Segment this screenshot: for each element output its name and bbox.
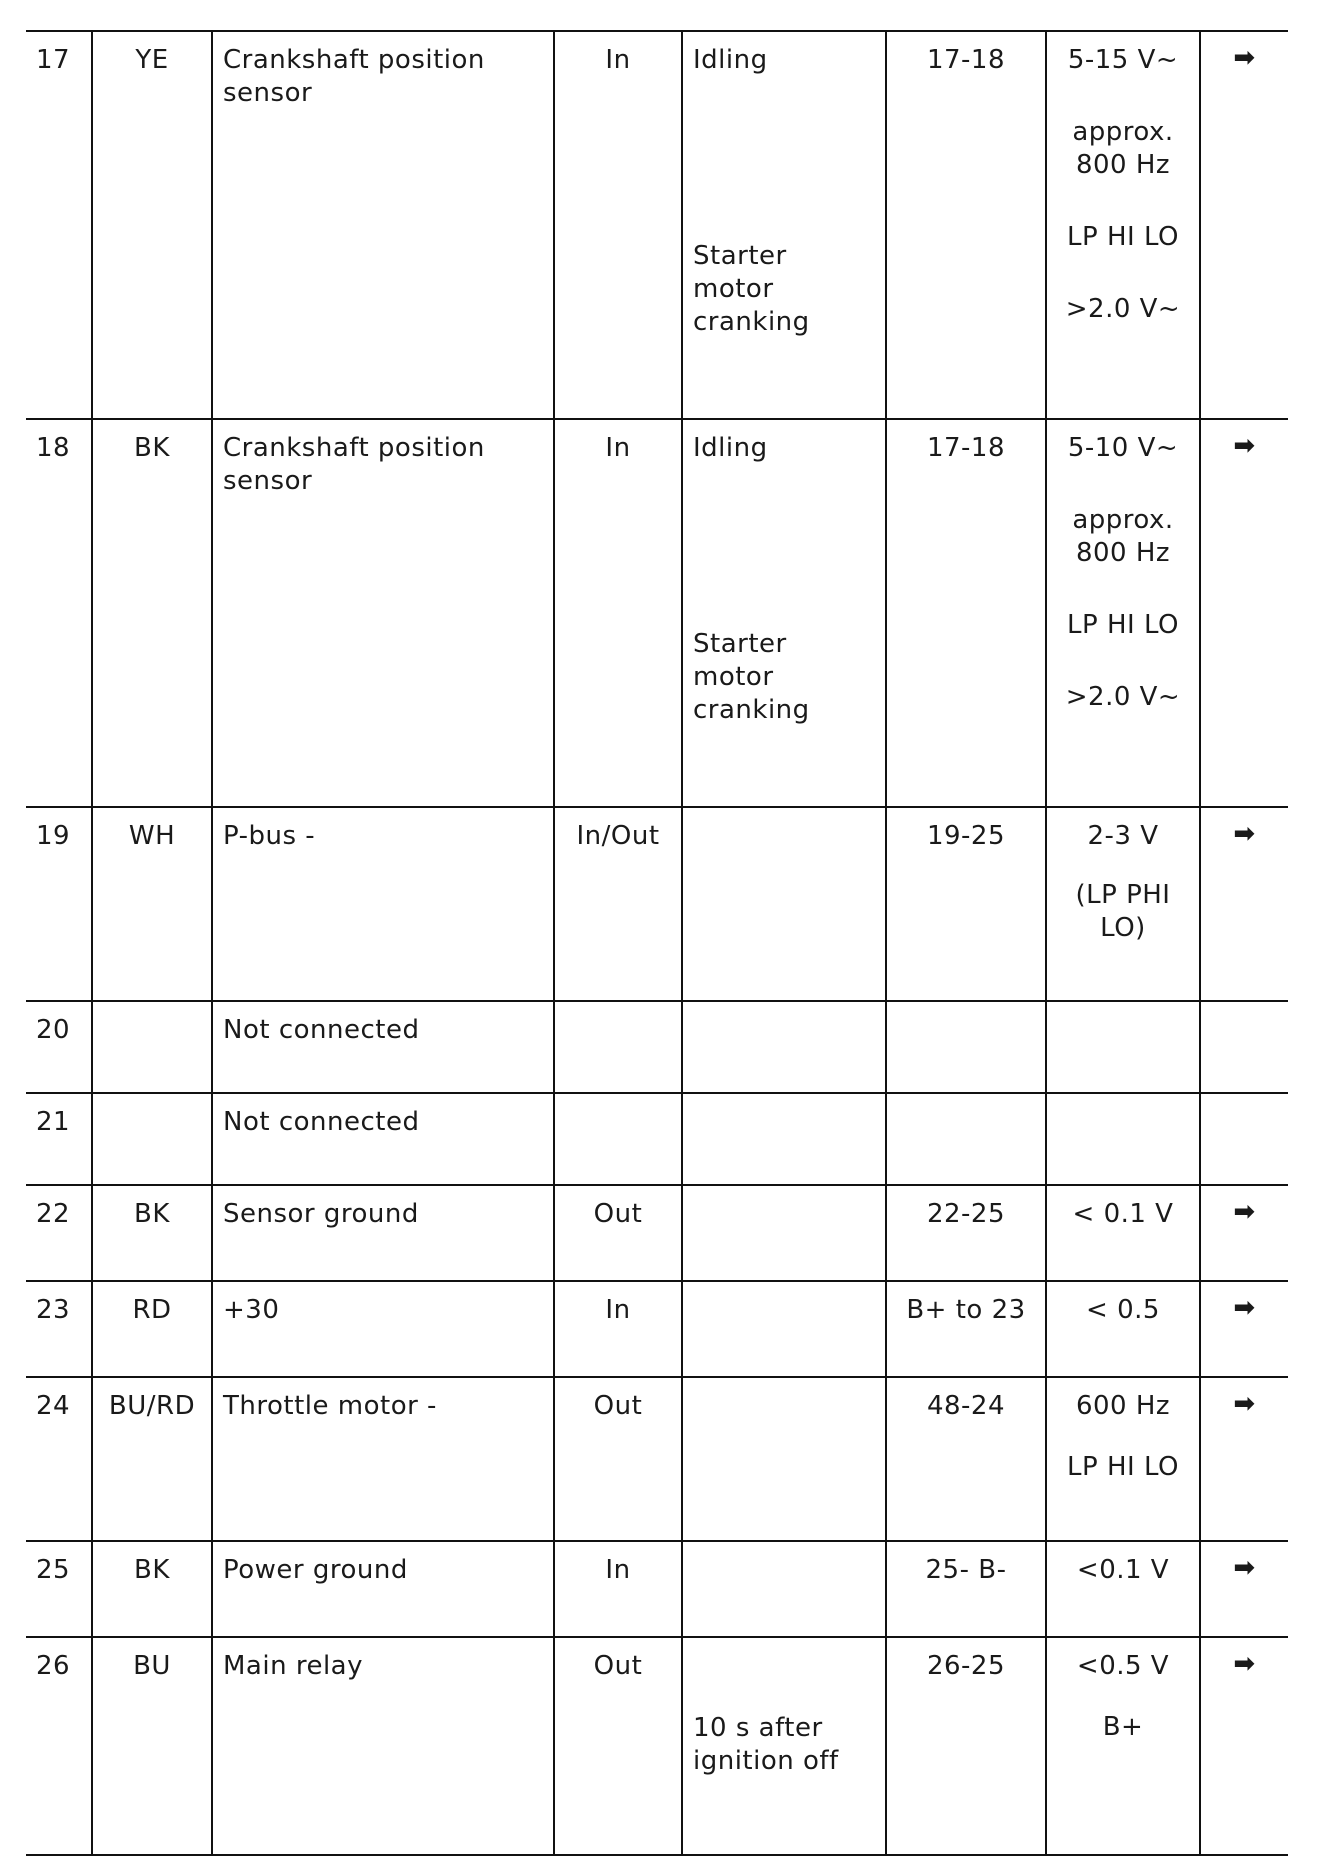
- arrow-right-icon[interactable]: ➡: [1233, 819, 1256, 849]
- nominal-value: 2-3 V: [1087, 821, 1159, 851]
- measure-between: 26-25: [886, 1637, 1046, 1855]
- pin-description: Not connected: [212, 1093, 554, 1185]
- wire-color: BU/RD: [92, 1377, 212, 1541]
- measure-between: 17-18: [886, 31, 1046, 419]
- action-cell: [1200, 1281, 1288, 1377]
- signal-direction: In/Out: [554, 807, 682, 1001]
- table-row: [26, 1377, 1288, 1541]
- signal-direction: Out: [554, 1377, 682, 1541]
- arrow-right-icon[interactable]: ➡: [1233, 1293, 1256, 1323]
- test-condition: Idling: [693, 433, 768, 463]
- action-cell: [1200, 31, 1288, 419]
- nominal-value: <0.1 V: [1076, 1555, 1170, 1585]
- pin-number: 19: [26, 807, 92, 1001]
- pin-description: Crankshaft position sensor: [212, 31, 554, 419]
- arrow-right-icon[interactable]: ➡: [1233, 43, 1256, 73]
- action-cell: [1200, 1541, 1288, 1637]
- pin-number: 23: [26, 1281, 92, 1377]
- nominal-values: [1046, 1093, 1200, 1185]
- pin-description: Power ground: [212, 1541, 554, 1637]
- nominal-value: <0.5 V: [1076, 1651, 1170, 1681]
- pinout-rows: [26, 31, 1288, 1855]
- nominal-values: [1046, 1001, 1200, 1093]
- signal-direction: In: [554, 1541, 682, 1637]
- nominal-value: 600 Hz: [1075, 1391, 1171, 1421]
- test-conditions: [682, 807, 886, 1001]
- nominal-value: LP HI LO: [1067, 1452, 1179, 1482]
- test-conditions: [682, 31, 886, 419]
- wire-color: YE: [92, 31, 212, 419]
- test-condition: Starter motor cranking: [693, 629, 810, 725]
- nominal-values: [1046, 1185, 1200, 1281]
- pinout-table: [26, 30, 1288, 1856]
- pin-description: P-bus -: [212, 807, 554, 1001]
- signal-direction: Out: [554, 1637, 682, 1855]
- wire-color: BK: [92, 1541, 212, 1637]
- action-cell: [1200, 1093, 1288, 1185]
- measure-between: 25- B-: [886, 1541, 1046, 1637]
- nominal-values: [1046, 1281, 1200, 1377]
- signal-direction: In: [554, 419, 682, 807]
- arrow-right-icon[interactable]: ➡: [1233, 1197, 1256, 1227]
- test-conditions: [682, 1185, 886, 1281]
- pin-description: Sensor ground: [212, 1185, 554, 1281]
- pinout-sheet: [26, 30, 1288, 1856]
- test-condition: Starter motor cranking: [693, 241, 810, 337]
- table-row: [26, 31, 1288, 419]
- pin-number: 18: [26, 419, 92, 807]
- table-row: [26, 1541, 1288, 1637]
- action-cell: [1200, 1377, 1288, 1541]
- test-conditions: [682, 1541, 886, 1637]
- nominal-value: >2.0 V~: [1065, 682, 1181, 712]
- action-cell: [1200, 419, 1288, 807]
- wire-color: BK: [92, 419, 212, 807]
- action-cell: [1200, 1637, 1288, 1855]
- pin-description: Crankshaft position sensor: [212, 419, 554, 807]
- arrow-right-icon[interactable]: ➡: [1233, 1649, 1256, 1679]
- test-conditions: [682, 1001, 886, 1093]
- wire-color: RD: [92, 1281, 212, 1377]
- test-conditions: [682, 1637, 886, 1855]
- measure-between: [886, 1001, 1046, 1093]
- measure-between: 19-25: [886, 807, 1046, 1001]
- test-conditions: [682, 1093, 886, 1185]
- pin-number: 22: [26, 1185, 92, 1281]
- test-conditions: [682, 419, 886, 807]
- nominal-value: approx. 800 Hz: [1072, 505, 1174, 568]
- nominal-value: B+: [1102, 1712, 1144, 1742]
- pin-description: Throttle motor -: [212, 1377, 554, 1541]
- pin-description: Main relay: [212, 1637, 554, 1855]
- pin-number: 25: [26, 1541, 92, 1637]
- arrow-right-icon[interactable]: ➡: [1233, 431, 1256, 461]
- wire-color: [92, 1093, 212, 1185]
- table-row: [26, 807, 1288, 1001]
- test-condition: Idling: [693, 45, 768, 75]
- nominal-values: [1046, 1541, 1200, 1637]
- table-row: [26, 1637, 1288, 1855]
- nominal-value: 5-10 V~: [1067, 433, 1179, 463]
- wire-color: WH: [92, 807, 212, 1001]
- test-conditions: [682, 1281, 886, 1377]
- action-cell: [1200, 1185, 1288, 1281]
- signal-direction: Out: [554, 1185, 682, 1281]
- wire-color: BK: [92, 1185, 212, 1281]
- nominal-values: [1046, 807, 1200, 1001]
- nominal-values: [1046, 419, 1200, 807]
- table-row: [26, 1185, 1288, 1281]
- wire-color: [92, 1001, 212, 1093]
- measure-between: [886, 1093, 1046, 1185]
- table-row: [26, 1281, 1288, 1377]
- table-row: [26, 1093, 1288, 1185]
- nominal-value: < 0.5: [1086, 1295, 1160, 1325]
- pin-number: 21: [26, 1093, 92, 1185]
- pin-number: 24: [26, 1377, 92, 1541]
- action-cell: [1200, 1001, 1288, 1093]
- test-condition: 10 s after ignition off: [693, 1713, 839, 1776]
- signal-direction: In: [554, 31, 682, 419]
- measure-between: 48-24: [886, 1377, 1046, 1541]
- nominal-values: [1046, 1377, 1200, 1541]
- nominal-values: [1046, 31, 1200, 419]
- wire-color: BU: [92, 1637, 212, 1855]
- nominal-value: >2.0 V~: [1065, 294, 1181, 324]
- pin-description: +30: [212, 1281, 554, 1377]
- arrow-right-icon[interactable]: ➡: [1233, 1389, 1256, 1419]
- nominal-value: (LP PHI LO): [1075, 880, 1171, 943]
- nominal-value: LP HI LO: [1067, 610, 1179, 640]
- nominal-value: approx. 800 Hz: [1072, 117, 1174, 180]
- arrow-right-icon[interactable]: ➡: [1233, 1553, 1256, 1583]
- test-conditions: [682, 1377, 886, 1541]
- nominal-value: < 0.1 V: [1072, 1199, 1174, 1229]
- table-row: [26, 1001, 1288, 1093]
- nominal-value: LP HI LO: [1067, 222, 1179, 252]
- nominal-value: 5-15 V~: [1067, 45, 1179, 75]
- signal-direction: [554, 1093, 682, 1185]
- signal-direction: In: [554, 1281, 682, 1377]
- table-row: [26, 419, 1288, 807]
- signal-direction: [554, 1001, 682, 1093]
- action-cell: [1200, 807, 1288, 1001]
- pin-number: 26: [26, 1637, 92, 1855]
- measure-between: 22-25: [886, 1185, 1046, 1281]
- pin-number: 17: [26, 31, 92, 419]
- measure-between: B+ to 23: [886, 1281, 1046, 1377]
- pin-description: Not connected: [212, 1001, 554, 1093]
- measure-between: 17-18: [886, 419, 1046, 807]
- nominal-values: [1046, 1637, 1200, 1855]
- pin-number: 20: [26, 1001, 92, 1093]
